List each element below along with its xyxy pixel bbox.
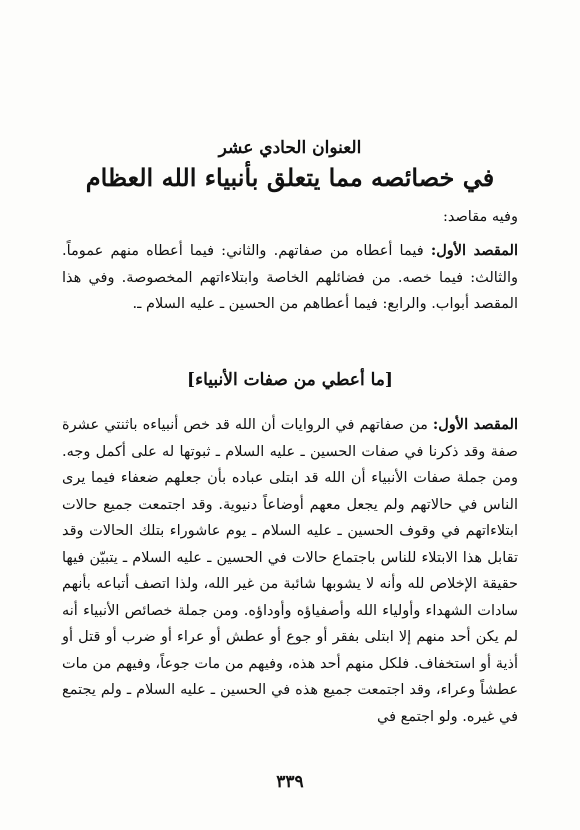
chapter-title: في خصائصه مما يتعلق بأنبياء الله العظام [85,163,495,192]
page-number: ٣٣٩ [276,772,304,792]
paragraph-lead: المقصد الأول: [432,416,518,433]
paragraph-objectives [62,238,518,318]
chapter-label: العنوان الحادي عشر [218,138,362,158]
section-heading: [ما أعطي من صفات الأنبياء] [187,370,393,390]
intro-line: وفيه مقاصد: [442,209,518,225]
paragraph-text: فيما أعطاه من صفاتهم. والثاني: فيما أعطاه منهم عموماً. والثالث: فيما خصه. من فضائلهم الخاصة وابتلاءاتهم المخصوصة. وفي هذا المقصد أبواب. والرابع: فيما أعطاهم من الحسين ـ عليه السلام ـ. [62,243,518,312]
paragraph-text: من صفاتهم في الروايات أن الله قد خص أنبياءه باثنتي عشرة صفة وقد ذكرنا في صفات الحسين ـ عليه السلام ـ ثبوتها له على أكمل وجه. ومن جملة صفات الأنبياء أن الله قد ابتلى عباده بأن جعلهم ضعفاء فيما يرى الناس في حالاتهم ولم يجعل معهم أوضاعاً دنيوية. وقد اجتمعت جميع حالات ابتلاءاتهم في وقوف الحسين ـ عليه السلام ـ يوم عاشوراء بتلك الحالات وقد تقابل هذا الابتلاء للناس باجتماع حالات في الحسين ـ عليه السلام ـ يتبيّن فيها حقيقة الإخلاص لله وأنه لا يشوبها شائبة من غير الله، ولذا اتصف أتباعه بأنهم سادات الشهداء وأولياء الله وأصفياؤه وأوداؤه. ومن جملة خصائص الأنبياء أنه لم يكن أحد منهم إلا ابتلى بفقر أو جوع أو عطش أو عراء أو ضرب أو قتل أو أذية أو استخفاف. فلكل منهم أحد هذه، وفيهم من مات جوعاً، وفيهم من مات عطشاً وعراء، وقد اجتمعت جميع هذه في الحسين ـ عليه السلام ـ ولم يجتمع في غيره. ولو اجتمع في [62,417,518,725]
paragraph-lead: المقصد الأول: [430,242,518,259]
paragraph-first-objective [62,412,518,730]
